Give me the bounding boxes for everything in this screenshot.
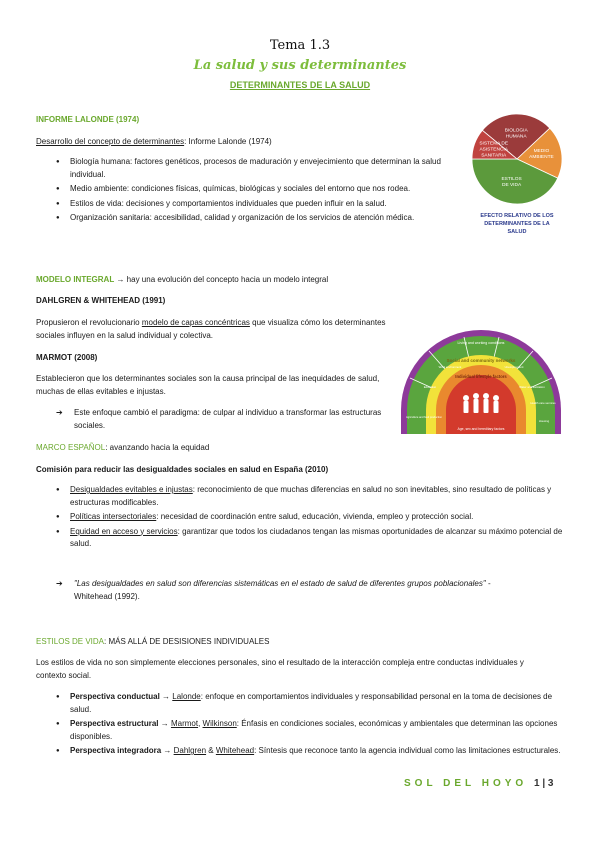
dahlgren-text-2: que visualiza cómo los determinantes sociales influyen en la salud individual y colectiva. [36, 318, 386, 340]
perspective-text: : Síntesis que reconoce tanto la agencia individual como las limitaciones estructurales. [254, 746, 561, 755]
rainbow-top-label: Living and working conditions [457, 341, 505, 345]
perspective-text: : enfoque en comportamientos individuales y responsabilidad personal en la toma de decisiones de salud. [70, 692, 553, 714]
perspective-name: Perspectiva estructural [70, 719, 159, 728]
dahlgren-text [36, 316, 386, 342]
dahlgren-link: modelo de capas concéntricas [141, 318, 250, 327]
espanol-heading-rest: : avanzando hacia la equidad [105, 443, 210, 452]
list-item: ● Medio ambiente: condiciones físicas, químicas, biológicas y sociales del entorno que nos rodea. [54, 183, 462, 196]
arrow-icon: ➔ [56, 579, 63, 588]
rainbow-core-label: Age, sex and hereditary factors [457, 427, 505, 431]
list-item-text: : necesidad de coordinación entre salud, educación, vivienda, empleo y protección social. [156, 512, 474, 521]
rainbow-inner-label: Individual lifestyle factors [455, 374, 507, 379]
lalonde-intro-link: Desarrollo del concepto de determinantes [36, 137, 185, 146]
pie-slice-label: MEDIO AMBIENTE [529, 149, 554, 161]
rainbow-segment-label: Work environment [438, 365, 462, 369]
pie-chart [472, 114, 562, 204]
rainbow-segment-label: Water and sanitation [519, 385, 545, 389]
rainbow-segment-label: Housing [538, 419, 550, 423]
list-item [54, 484, 564, 509]
author-link: Whitehead [215, 746, 255, 755]
lalonde-heading: INFORME LALONDE (1974) [36, 115, 140, 124]
pie-caption-line-1: EFECTO RELATIVO DE LOS [480, 213, 554, 219]
page-subtitle: La salud y sus determinantes [193, 58, 407, 73]
marmot-arrow-item [56, 407, 404, 432]
perspective-name: Perspectiva conductual [70, 692, 160, 701]
list-item-text: : reconocimiento de que muchas diferencias en salud no son inevitables, sino resultado de políticas y estructuras modificables. [70, 485, 552, 507]
section-heading: DETERMINANTES DE LA SALUD [229, 80, 371, 90]
rainbow-segment-label: Unemployment [504, 365, 524, 369]
marmot-text: Establecieron que los determinantes sociales son la causa principal de las inequidades de salud, muchas de ellas evitables e injustas. [36, 374, 380, 396]
estilos-heading: ESTILOS DE VIDA [36, 637, 105, 646]
pie-slice-label: BIOLOGIA HUMANA [504, 128, 528, 140]
list-item [54, 526, 564, 551]
lalonde-pie-figure [470, 112, 565, 244]
arrow-icon: ➔ [56, 408, 63, 417]
footer [404, 778, 553, 789]
espanol-heading-line [36, 441, 436, 454]
perspective-name: Perspectiva integradora [70, 746, 162, 755]
footer-author: SOL DEL HOYO [404, 778, 528, 789]
list-item: ● Perspectiva integradora → Dahlgren & Whitehead: Síntesis que reconoce tanto la agencia individual como las limitaciones estructurales. [54, 745, 566, 758]
list-item: ● Organización sanitaria: accesibilidad, calidad y organización de los servicios de atención médica. [54, 212, 462, 225]
list-item: ● Perspectiva estructural → Marmot, Wilkinson: Énfasis en condiciones sociales, económicas y ambientales que determinan las opciones disponibles. [54, 718, 566, 743]
arrow-text: → [161, 746, 174, 755]
list-item [54, 511, 564, 524]
rainbow-outer-label: General socio-economic, cultural and environmental conditions [417, 323, 545, 328]
estilos-list [54, 691, 566, 760]
arrow-text: → [158, 719, 171, 728]
rainbow-middle-label: Social and community networks [446, 358, 516, 363]
dahlgren-text-1: Propusieron el revolucionario [36, 318, 142, 327]
espanol-heading: MARCO ESPAÑOL [36, 443, 106, 452]
lalonde-intro [36, 135, 436, 148]
quote-text: "Las desigualdades en salud son diferencias sistemáticas en el estado de salud de diferentes grupos poblacionales" [74, 579, 486, 588]
pie-slice-label: ESTILOS DE VIDA [501, 177, 522, 189]
rainbow-segment-label: Health care services [530, 401, 556, 405]
integral-heading: MODELO INTEGRAL [36, 275, 115, 284]
marmot-arrow-text: Este enfoque cambió el paradigma: de culpar al individuo a transformar las estructuras sociales. [74, 408, 382, 430]
estilos-heading-line [36, 635, 536, 648]
integral-heading-rest: → hay una evolución del concepto hacia un modelo integral [116, 275, 329, 284]
estilos-intro: Los estilos de vida no son simplemente elecciones personales, sino el resultado de la interacción compleja entre conductas individuales y contexto social. [36, 658, 524, 680]
estilos-heading-rest: : MÁS ALLÁ DE DESISIONES INDIVIDUALES [104, 637, 270, 646]
perspective-text: : Énfasis en condiciones sociales, económicas y ambientales que determinan las opciones disponibles. [70, 719, 558, 741]
page-title: Tema 1.3 [269, 38, 331, 53]
list-item: ● Biología humana: factores genéticos, procesos de maduración y envejecimiento que determinan la salud individual. [54, 156, 462, 181]
espanol-list [54, 484, 564, 553]
list-item-text: : garantizar que todos los ciudadanos tengan las mismas oportunidades de alcanzar su máximo potencial de salud. [70, 526, 563, 548]
pie-caption-line-2: DETERMINANTES DE LA [484, 221, 550, 227]
quote-author: - Whitehead (1992). [74, 579, 491, 601]
page-number: 1 | 3 [533, 778, 554, 789]
pie-caption-line-3: SALUD [507, 229, 527, 235]
list-item-link: Políticas intersectoriales [70, 512, 157, 521]
marmot-title: MARMOT (2008) [36, 353, 98, 362]
list-item-link: Equidad en acceso y servicios [70, 526, 178, 536]
integral-heading-line [36, 273, 436, 286]
author-link: Marmot [170, 719, 199, 728]
lalonde-list [54, 156, 462, 227]
list-item: ● Estilos de vida: decisiones y comportamientos individuales que pueden influir en la salud. [54, 198, 462, 211]
rainbow-segment-label: Education [423, 385, 437, 389]
rainbow-segment-label: Agriculture and food production [405, 416, 443, 419]
author-link: Lalonde [172, 692, 201, 701]
author-link: Wilkinson [202, 719, 237, 728]
list-item [54, 691, 566, 716]
author-link: Dahlgren [173, 746, 207, 755]
rainbow-model-figure [396, 318, 566, 436]
pie-slice-label: SISTEMA DE ASISTENCIA SANITARIA [479, 141, 509, 159]
comision-title: Comisión para reducir las desigualdades sociales en salud en España (2010) [36, 465, 329, 474]
dahlgren-title: DAHLGREN & WHITEHEAD (1991) [36, 296, 166, 305]
arrow-text: → [159, 692, 173, 701]
whitehead-quote [56, 578, 524, 603]
list-item-link: Desigualdades evitables e injustas [70, 485, 193, 494]
lalonde-intro-rest: : Informe Lalonde (1974) [184, 137, 272, 146]
